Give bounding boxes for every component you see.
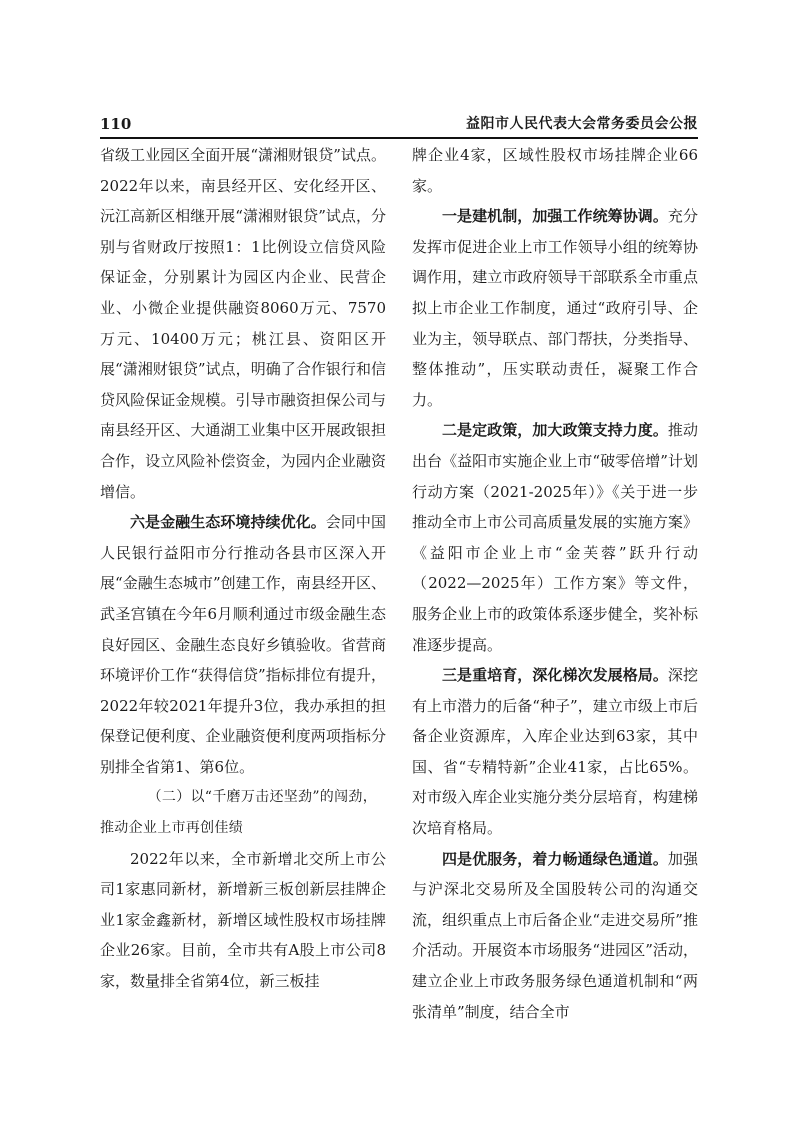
paragraph: 牌企业4家，区域性股权市场挂牌企业66家。 — [412, 146, 698, 195]
paragraph-body: 推动出台《益阳市实施企业上市“破零倍增”计划行动方案（2021-2025年）》《关于进一步推动全市上市公司高质量发展的实施方案》《益阳市企业上市“金芙蓉”跃升行动（2022—2025年）工作方案》等文件，服务企业上市的政策体系逐步健全，奖补标准逐步提高。 — [412, 421, 698, 654]
paragraph-heading: 一是建机制，加强工作统筹协调。 — [442, 207, 668, 226]
right-column — [412, 140, 698, 1027]
paragraph-heading: 二是定政策，加大政策支持力度。 — [442, 421, 668, 440]
paragraph-body: 深挖有上市潜力的后备“种子”，建立市级上市后备企业资源库，入库企业达到63家，其中国、省“专精特新”企业41家，占比65%。对市级入库企业实施分类分层培育，构建梯次培育格局。 — [412, 666, 698, 838]
left-column — [100, 140, 386, 997]
paragraph — [412, 844, 698, 1028]
paragraph — [412, 415, 698, 660]
paragraph-body: 充分发挥市促进企业上市工作领导小组的统筹协调作用，建立市政府领导干部联系全市重点拟上市企业工作制度，通过“政府引导、企业为主，领导联点、部门帮扶，分类指导、整体推动”，压实联动责任，凝聚工作合力。 — [412, 207, 698, 409]
paragraph — [412, 201, 698, 415]
section-subheading — [100, 782, 386, 843]
subheading-line-1: （二）以“千磨万击还坚劲”的闯劲， — [147, 789, 378, 806]
paragraph-body: 会同中国人民银行益阳市分行推动各县市区深入开展“金融生态城市”创建工作，南县经开区、武圣宫镇在今年6月顺利通过市级金融生态良好园区、金融生态良好乡镇验收。省营商环境评价工作“获得信贷”指标排位有提升，2022年较2021年提升3位，我办承担的担保登记便利度、企业融资便利度两项指标分别排全省第1、第6位。 — [100, 513, 386, 776]
journal-title: 益阳市人民代表大会常务委员会公报 — [466, 116, 698, 132]
page-number: 110 — [100, 115, 132, 133]
paragraph: 2022年以来，全市新增北交所上市公司1家惠同新材，新增新三板创新层挂牌企业1家金鑫新材，新增区域性股权市场挂牌企业26家。目前，全市共有A股上市公司8家，数量排全省第4位，新三板挂 — [100, 849, 386, 991]
paragraph-heading: 三是重培育，深化梯次发展格局。 — [442, 666, 668, 685]
paragraph-heading: 四是优服务，着力畅通绿色通道。 — [442, 849, 668, 868]
page-header — [100, 113, 698, 139]
paragraph — [100, 507, 386, 782]
paragraph-body: 加强与沪深北交易所及全国股转公司的沟通交流，组织重点上市后备企业“走进交易所”推介活动。开展资本市场服务“进园区”活动，建立企业上市政务服务绿色通道机制和“两张清单”制度，结合全市 — [412, 849, 698, 1021]
subheading-line-2: 推动企业上市再创佳绩 — [100, 820, 243, 837]
paragraph: 省级工业园区全面开展“潇湘财银贷”试点。2022年以来，南县经开区、安化经开区、沅江高新区相继开展“潇湘财银贷”试点，分别与省财政厅按照1：1比例设立信贷风险保证金，分别累计为园区内企业、民营企业、小微企业提供融资8060万元、7570万元、10400万元；桃江县、资阳区开展“潇湘财银贷”试点，明确了合作银行和信贷风险保证金规模。引导市融资担保公司与南县经开区、大通湖工业集中区开展政银担合作，设立风险补偿资金，为园内企业融资增信。 — [100, 146, 386, 501]
paragraph-heading: 六是金融生态环境持续优化。 — [130, 513, 326, 532]
paragraph — [412, 660, 698, 844]
